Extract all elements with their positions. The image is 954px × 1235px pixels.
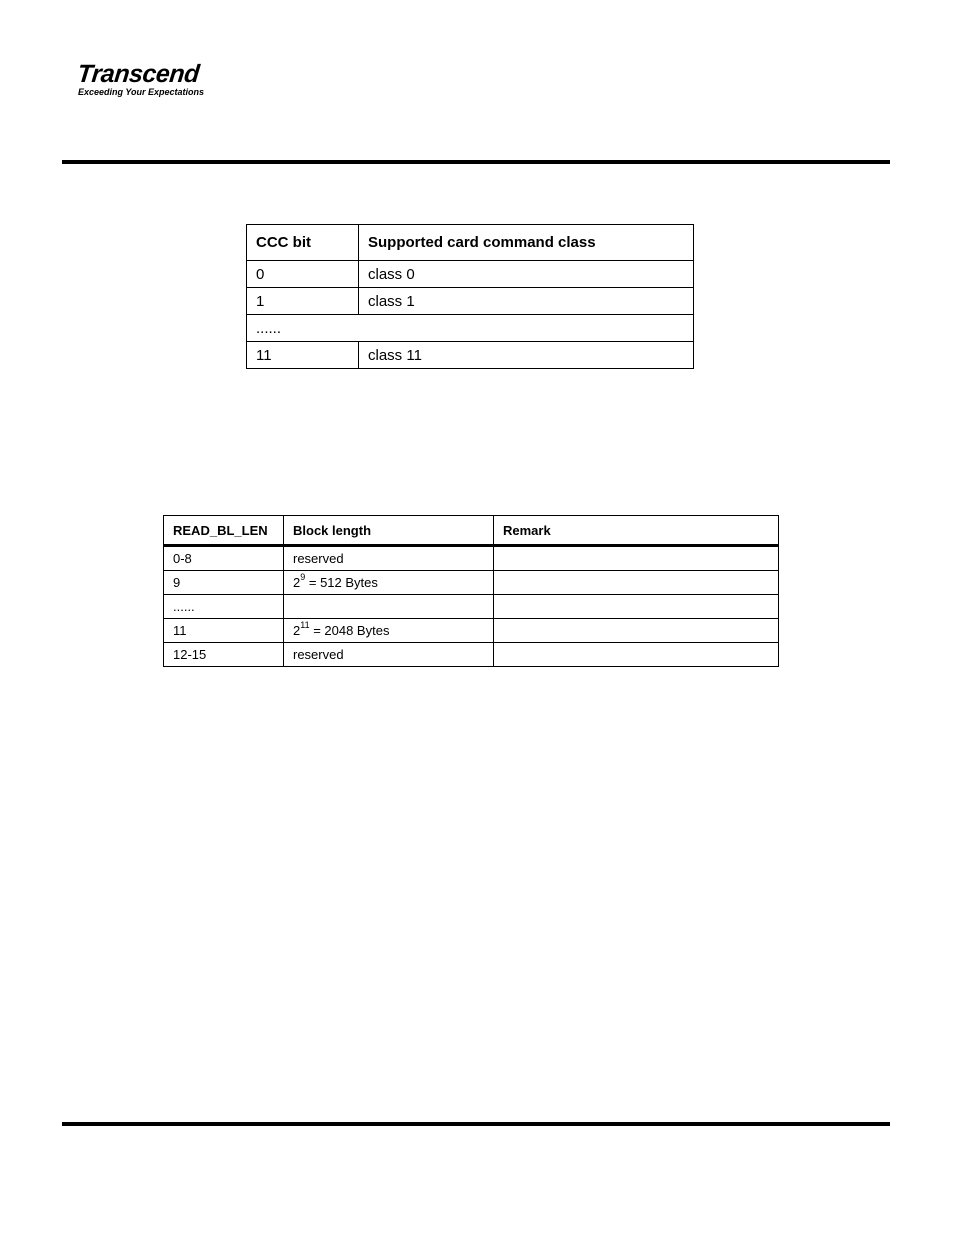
- table-row: [247, 315, 694, 342]
- column-header-ccc-bit: CCC bit: [247, 225, 359, 261]
- cell-class: class 11: [359, 342, 694, 369]
- cell-block-length: reserved: [284, 546, 494, 571]
- cell-read-bl-len: 12-15: [164, 643, 284, 667]
- cell-block-length: reserved: [284, 643, 494, 667]
- column-header-supported-class: Supported card command class: [359, 225, 694, 261]
- transcend-logo: [76, 60, 276, 97]
- read-bl-len-table: [163, 515, 779, 667]
- cell-block-length: [284, 595, 494, 619]
- cell-block-length: $2^9 = 512$ Bytes: [284, 571, 494, 595]
- cell-ccc-bit: 11: [247, 342, 359, 369]
- column-header-read-bl-len: READ_BL_LEN: [164, 516, 284, 546]
- cell-class: class 0: [359, 261, 694, 288]
- cell-remark: [494, 546, 779, 571]
- cell-read-bl-len: 0-8: [164, 546, 284, 571]
- column-header-block-length: Block length: [284, 516, 494, 546]
- cell-read-bl-len: 11: [164, 619, 284, 643]
- cell-ccc-bit: 1: [247, 288, 359, 315]
- table-row: [247, 288, 694, 315]
- cell-ccc-bit: 0: [247, 261, 359, 288]
- table-row: [247, 261, 694, 288]
- cell-ellipsis: ......: [247, 315, 694, 342]
- cell-remark: [494, 595, 779, 619]
- table-row: [164, 643, 779, 667]
- header-divider: [62, 160, 890, 164]
- cell-remark: [494, 643, 779, 667]
- cell-block-length: $2^{11} = 2048$ Bytes: [284, 619, 494, 643]
- table-row: [164, 619, 779, 643]
- table-header-row: [247, 225, 694, 261]
- cell-read-bl-len: ......: [164, 595, 284, 619]
- cell-remark: [494, 619, 779, 643]
- logo-wordmark: Transcend: [76, 60, 201, 88]
- ccc-table: [246, 224, 694, 369]
- logo-tagline: Exceeding Your Expectations: [78, 87, 205, 97]
- table-row: [164, 595, 779, 619]
- cell-read-bl-len: 9: [164, 571, 284, 595]
- footer-divider: [62, 1122, 890, 1126]
- column-header-remark: Remark: [494, 516, 779, 546]
- table-row: [164, 571, 779, 595]
- cell-remark: [494, 571, 779, 595]
- table-row: [164, 546, 779, 571]
- cell-class: class 1: [359, 288, 694, 315]
- table-row: [247, 342, 694, 369]
- table-header-row: [164, 516, 779, 546]
